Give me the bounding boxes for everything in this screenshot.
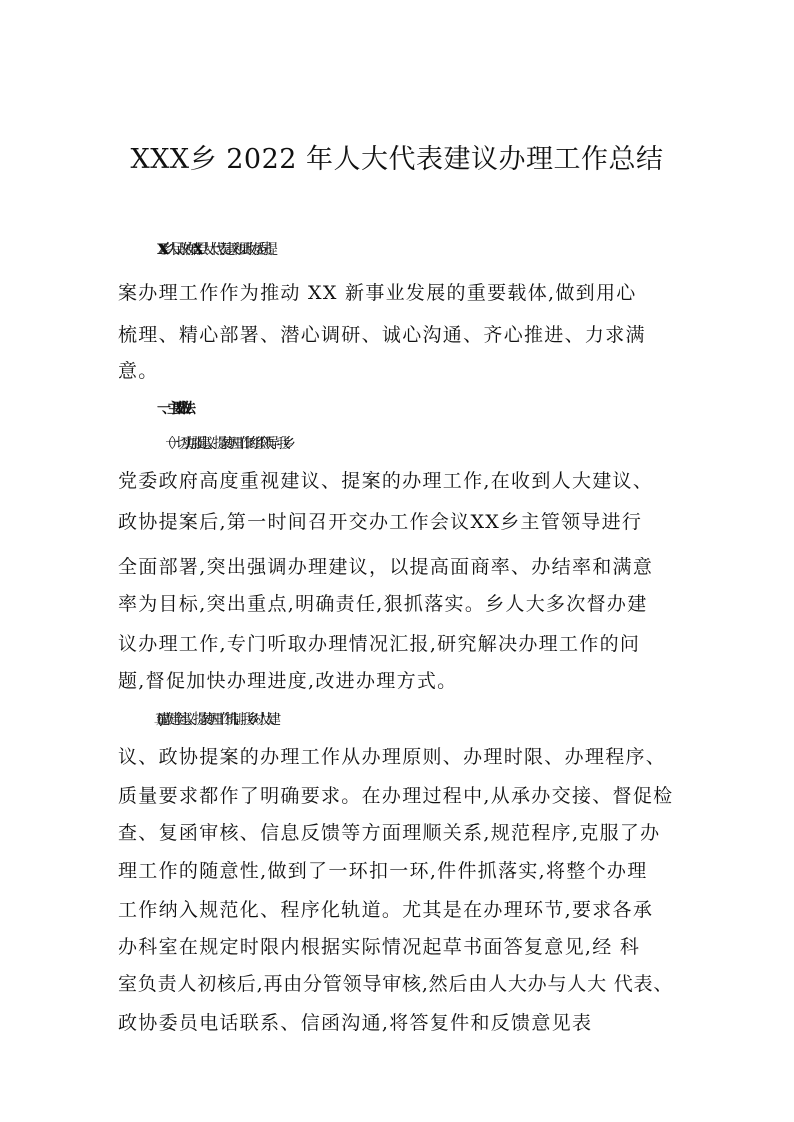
para2-line: 查、复函审核、信息反馈等方面理顺关系,规范程序,克服了办 [118, 822, 661, 844]
para2-line: 室负责人初核后,再由分管领导审核,然后由人大办与人大 代表、 [118, 973, 674, 995]
intro-line: 案办理工作作为推动 XX 新事业发展的重要载体,做到用心 [118, 282, 637, 304]
para1-line: 题,督促加快办理进度,改进办理方式。 [118, 670, 458, 692]
para2-line: (二)建立健全建议、提案办理工作机制。我乡对人大建 [157, 712, 273, 728]
para2-line: 议、政协提案的办理工作从办理原则、办理时限、办理程序、 [118, 746, 667, 768]
para1-line: 政协提案后,第一时间召开交办工作会议XX乡主管领导进行 [118, 511, 643, 533]
intro-line: 意。 [118, 360, 159, 382]
para1-line: 议办理工作,专门听取办理情况汇报,研究解决办理工作的问 [118, 633, 641, 655]
para1-line: 党委政府高度重视建议、提案的办理工作,在收到人大建议、 [118, 470, 654, 492]
para1-line: （一）切实加强建议、提案办理工作的组织领导。我乡 [160, 436, 288, 452]
para2-line: 质量要求都作了明确要求。在办理过程中,从承办交接、督促检 [118, 785, 674, 807]
para1-line: 率为目标,突出重点,明确责任,狠抓落实。乡人大多次督办建 [118, 593, 648, 615]
para2-line: 办科室在规定时限内根据实际情况起草书面答复意见,经 科 [118, 936, 641, 958]
para2-line: 政协委员电话联系、信函沟通,将答复件和反馈意见表 [118, 1012, 593, 1034]
para2-line: 理工作的随意性,做到了一环扣一环,件件抓落实,将整个办理 [118, 860, 648, 882]
section-heading: 一、主要做法 [157, 401, 187, 417]
para1-line: 全面部署,突出强调办理建议，以提高面商率、办结率和满意 [118, 556, 654, 578]
para2-line: 工作纳入规范化、程序化轨道。尤其是在办理环节,要求各承 [118, 899, 654, 921]
intro-line: XXX乡人民政府始XX县人大代表建议和县政协委员提 [157, 242, 270, 258]
intro-line: 梳理、精心部署、潜心调研、诚心沟通、齐心推进、力求满 [118, 324, 646, 346]
document-title: XXX乡 2022 年人大代表建议办理工作总结 [130, 144, 664, 175]
